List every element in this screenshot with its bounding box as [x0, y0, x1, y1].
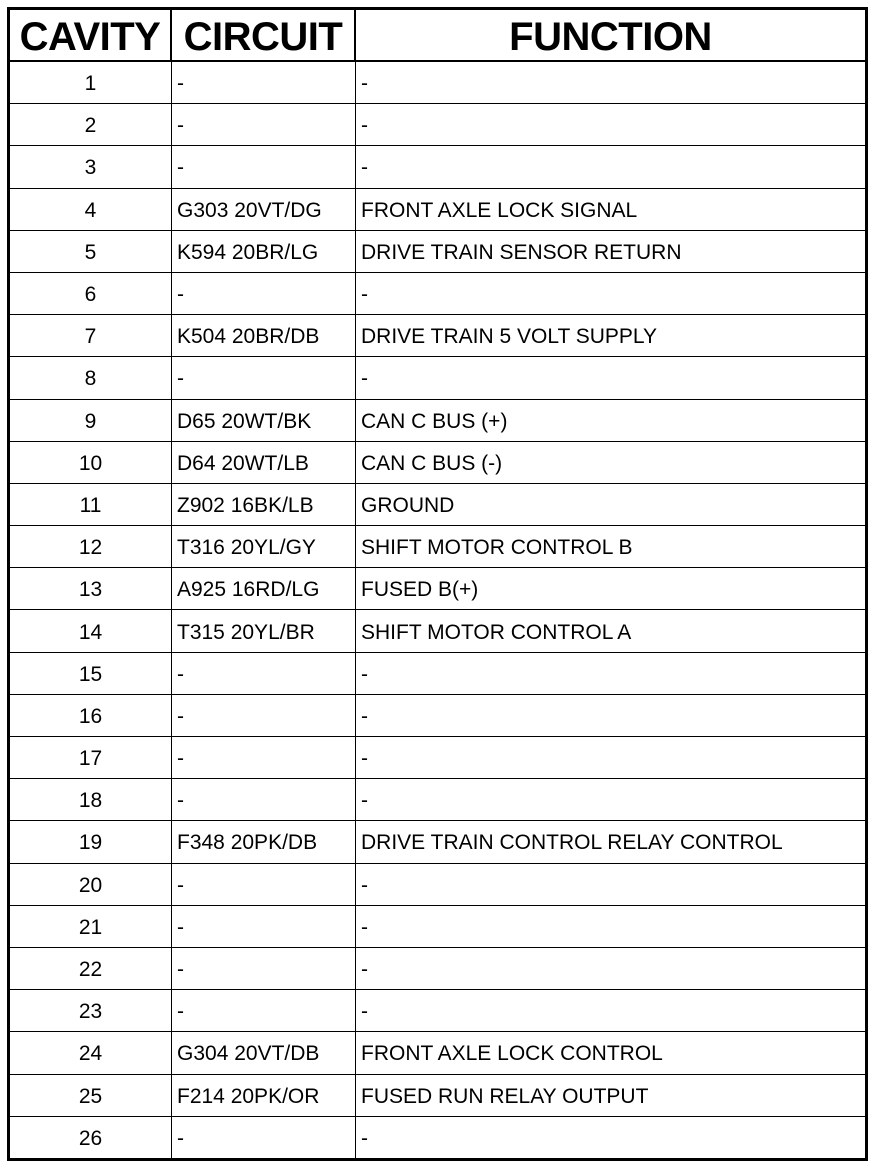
cavity-cell: 21: [10, 906, 172, 947]
circuit-cell: D64 20WT/LB: [172, 442, 356, 483]
function-cell: -: [361, 1126, 368, 1150]
table-row: [10, 653, 865, 695]
table-row: [10, 1075, 865, 1117]
function-cell: DRIVE TRAIN CONTROL RELAY CONTROL: [361, 831, 783, 855]
table-row: [10, 990, 865, 1032]
table-row: [10, 231, 865, 273]
circuit-cell: -: [172, 948, 356, 989]
table-row: [10, 484, 865, 526]
function-cell: -: [361, 915, 368, 939]
table-row: [10, 737, 865, 779]
circuit-cell: T316 20YL/GY: [172, 526, 356, 567]
cavity-cell: 25: [10, 1075, 172, 1116]
table-row: [10, 442, 865, 484]
table-row: [10, 526, 865, 568]
header-function: FUNCTION: [509, 14, 712, 59]
function-cell: -: [361, 72, 368, 96]
function-cell: -: [361, 873, 368, 897]
table-row: [10, 610, 865, 652]
circuit-cell: -: [172, 653, 356, 694]
circuit-cell: -: [172, 62, 356, 103]
table-row: [10, 104, 865, 146]
cavity-cell: 20: [10, 864, 172, 905]
function-cell: -: [361, 367, 368, 391]
function-cell: -: [361, 1000, 368, 1024]
table-row: [10, 1117, 865, 1158]
circuit-cell: -: [172, 273, 356, 314]
function-cell: -: [361, 156, 368, 180]
cavity-cell: 5: [10, 231, 172, 272]
circuit-cell: T315 20YL/BR: [172, 610, 356, 651]
circuit-cell: -: [172, 779, 356, 820]
function-cell: SHIFT MOTOR CONTROL B: [361, 536, 633, 560]
circuit-cell: Z902 16BK/LB: [172, 484, 356, 525]
table-row: [10, 273, 865, 315]
circuit-cell: -: [172, 1117, 356, 1158]
circuit-cell: -: [172, 990, 356, 1031]
cavity-cell: 3: [10, 146, 172, 187]
cavity-cell: 19: [10, 821, 172, 862]
function-cell: -: [361, 283, 368, 307]
cavity-cell: 17: [10, 737, 172, 778]
circuit-cell: D65 20WT/BK: [172, 400, 356, 441]
circuit-cell: -: [172, 146, 356, 187]
circuit-cell: -: [172, 737, 356, 778]
cavity-cell: 14: [10, 610, 172, 651]
function-cell: CAN C BUS (-): [361, 451, 503, 475]
table-row: [10, 779, 865, 821]
table-row: [10, 864, 865, 906]
function-cell: GROUND: [361, 493, 455, 517]
cavity-cell: 8: [10, 357, 172, 398]
cavity-cell: 2: [10, 104, 172, 145]
table-row: [10, 146, 865, 188]
circuit-cell: F348 20PK/DB: [172, 821, 356, 862]
cavity-cell: 9: [10, 400, 172, 441]
table-row: [10, 189, 865, 231]
cavity-cell: 15: [10, 653, 172, 694]
circuit-cell: F214 20PK/OR: [172, 1075, 356, 1116]
table-row: [10, 948, 865, 990]
circuit-cell: G304 20VT/DB: [172, 1032, 356, 1073]
function-cell: -: [361, 789, 368, 813]
table-row: [10, 62, 865, 104]
table-row: [10, 568, 865, 610]
function-cell: FUSED B(+): [361, 578, 479, 602]
function-cell: DRIVE TRAIN SENSOR RETURN: [361, 240, 682, 264]
circuit-cell: -: [172, 906, 356, 947]
cavity-cell: 22: [10, 948, 172, 989]
circuit-cell: -: [172, 104, 356, 145]
circuit-cell: K504 20BR/DB: [172, 315, 356, 356]
table-row: [10, 1032, 865, 1074]
cavity-cell: 7: [10, 315, 172, 356]
cavity-cell: 13: [10, 568, 172, 609]
function-cell: -: [361, 704, 368, 728]
function-cell: DRIVE TRAIN 5 VOLT SUPPLY: [361, 325, 658, 349]
cavity-cell: 6: [10, 273, 172, 314]
cavity-cell: 18: [10, 779, 172, 820]
table-row: [10, 315, 865, 357]
cavity-cell: 1: [10, 62, 172, 103]
table-body: [10, 62, 865, 1158]
cavity-cell: 26: [10, 1117, 172, 1158]
function-cell: -: [361, 662, 368, 686]
header-circuit: CIRCUIT: [172, 10, 356, 60]
cavity-cell: 12: [10, 526, 172, 567]
cavity-cell: 11: [10, 484, 172, 525]
table-row: [10, 400, 865, 442]
header-cavity: CAVITY: [10, 10, 172, 60]
function-cell: -: [361, 958, 368, 982]
function-cell: -: [361, 747, 368, 771]
function-cell: FUSED RUN RELAY OUTPUT: [361, 1084, 649, 1108]
cavity-cell: 23: [10, 990, 172, 1031]
function-cell: FRONT AXLE LOCK CONTROL: [361, 1042, 663, 1066]
function-cell: -: [361, 114, 368, 138]
table-row: [10, 695, 865, 737]
circuit-cell: G303 20VT/DG: [172, 189, 356, 230]
function-cell: CAN C BUS (+): [361, 409, 508, 433]
cavity-cell: 24: [10, 1032, 172, 1073]
cavity-cell: 4: [10, 189, 172, 230]
table-row: [10, 821, 865, 863]
table-row: [10, 357, 865, 399]
circuit-cell: -: [172, 864, 356, 905]
cavity-cell: 10: [10, 442, 172, 483]
table-row: [10, 906, 865, 948]
circuit-cell: -: [172, 695, 356, 736]
table-header-row: [10, 10, 865, 62]
circuit-cell: K594 20BR/LG: [172, 231, 356, 272]
circuit-cell: A925 16RD/LG: [172, 568, 356, 609]
cavity-cell: 16: [10, 695, 172, 736]
function-cell: SHIFT MOTOR CONTROL A: [361, 620, 632, 644]
function-cell: FRONT AXLE LOCK SIGNAL: [361, 198, 638, 222]
connector-pinout-table: [7, 7, 868, 1161]
circuit-cell: -: [172, 357, 356, 398]
